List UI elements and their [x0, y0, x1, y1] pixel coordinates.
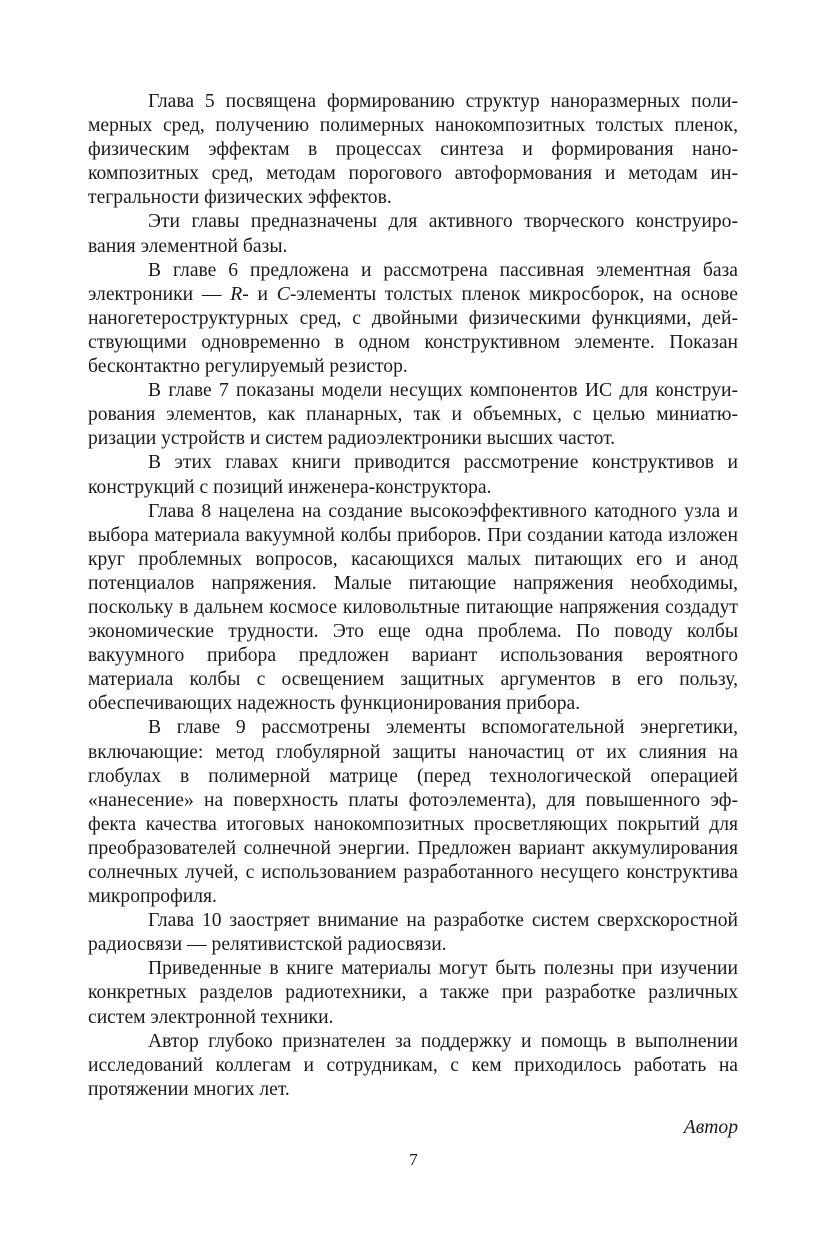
- paragraph-chapters-purpose: Эти главы предназначены для активного творческого конструирования элементной базы.: [88, 211, 738, 257]
- chapter-6-intro: В главе 6 предложена и рассмотрена пассивная элементная база электроники —: [88, 259, 738, 305]
- chapter-6-rest: -элементы толстых пленок микросборок, на основе наногетероструктурных сред, с двойными физическими функциями, действующими одновременно в одном конструктивном элементе. Показан бесконтактно регулируемый резистор.: [88, 283, 738, 378]
- paragraph-chapter-10: Глава 10 заостряет внимание на разработке систем сверхскоростной радиосвязи — релятивистской радиосвязи.: [88, 910, 738, 956]
- paragraph-usefulness: Приведенные в книге материалы могут быть полезны при изучении конкретных разделов радиотехники, а также при разработке различных систем электронной техники.: [88, 958, 738, 1028]
- chapter-6-r: R: [230, 283, 243, 305]
- paragraph-chapter-8: Глава 8 нацелена на создание высокоэффективного катодного узла и выбора материала вакуумной колбы приборов. При создании катода изложен круг проблемных вопросов, касающихся малых питающих его и анод потенциалов напряжения. Малые питающие напряжения необходимы, поскольку в дальнем космосе киловольтные питающие напряжения создадут экономические трудности. Это еще одна проблема. По поводу колбы вакуумного прибора предложен вариант использования вероятного материала колбы с освещением защитных аргументов в его пользу, обеспечивающих надежность функционирования прибора.: [88, 500, 738, 715]
- paragraph-chapter-6: [88, 259, 738, 379]
- chapter-6-mid: - и: [242, 283, 277, 305]
- paragraph-chapter-9: В главе 9 рассмотрены элементы вспомогательной энергетики, включающие: метод глобулярной защиты наночастиц от их слияния на глобулах в полимерной матрице (перед технологической операцией «нанесение» на поверхность платы фотоэлемента), для повышенного эффекта качества итоговых нанокомпозитных просветляющих покрытий для преобразователей солнечной энергии. Предложен вариант аккумулирования солнечных лучей, с использованием разработанного несущего конструктива микропрофиля.: [88, 717, 738, 908]
- paragraph-acknowledgements: Автор глубоко признателен за поддержку и помощь в выполнении исследований коллегам и сотрудникам, с кем приходилось работать на протяжении многих лет.: [88, 1030, 738, 1100]
- chapter-6-c: C: [276, 283, 290, 305]
- author-signature: Автор: [683, 1116, 738, 1138]
- page-number: 7: [409, 1150, 418, 1169]
- paragraph-constructives: В этих главах книги приводится рассмотрение конструктивов и конструкций с позиций инженера-конструктора.: [88, 452, 738, 498]
- page-body: [88, 90, 738, 1140]
- paragraph-chapter-7: В главе 7 показаны модели несущих компонентов ИС для конструирования элементов, как планарных, так и объемных, с целью миниатюризации устройств и систем радиоэлектроники высших частот.: [88, 380, 738, 450]
- paragraph-chapter-5: Глава 5 посвящена формированию структур наноразмерных полимерных сред, получению полимерных нанокомпозитных толстых пленок, физическим эффектам в процессах синтеза и формирования нанокомпозитных сред, методам порогового автоформования и методам интегральности физических эффектов.: [88, 91, 738, 209]
